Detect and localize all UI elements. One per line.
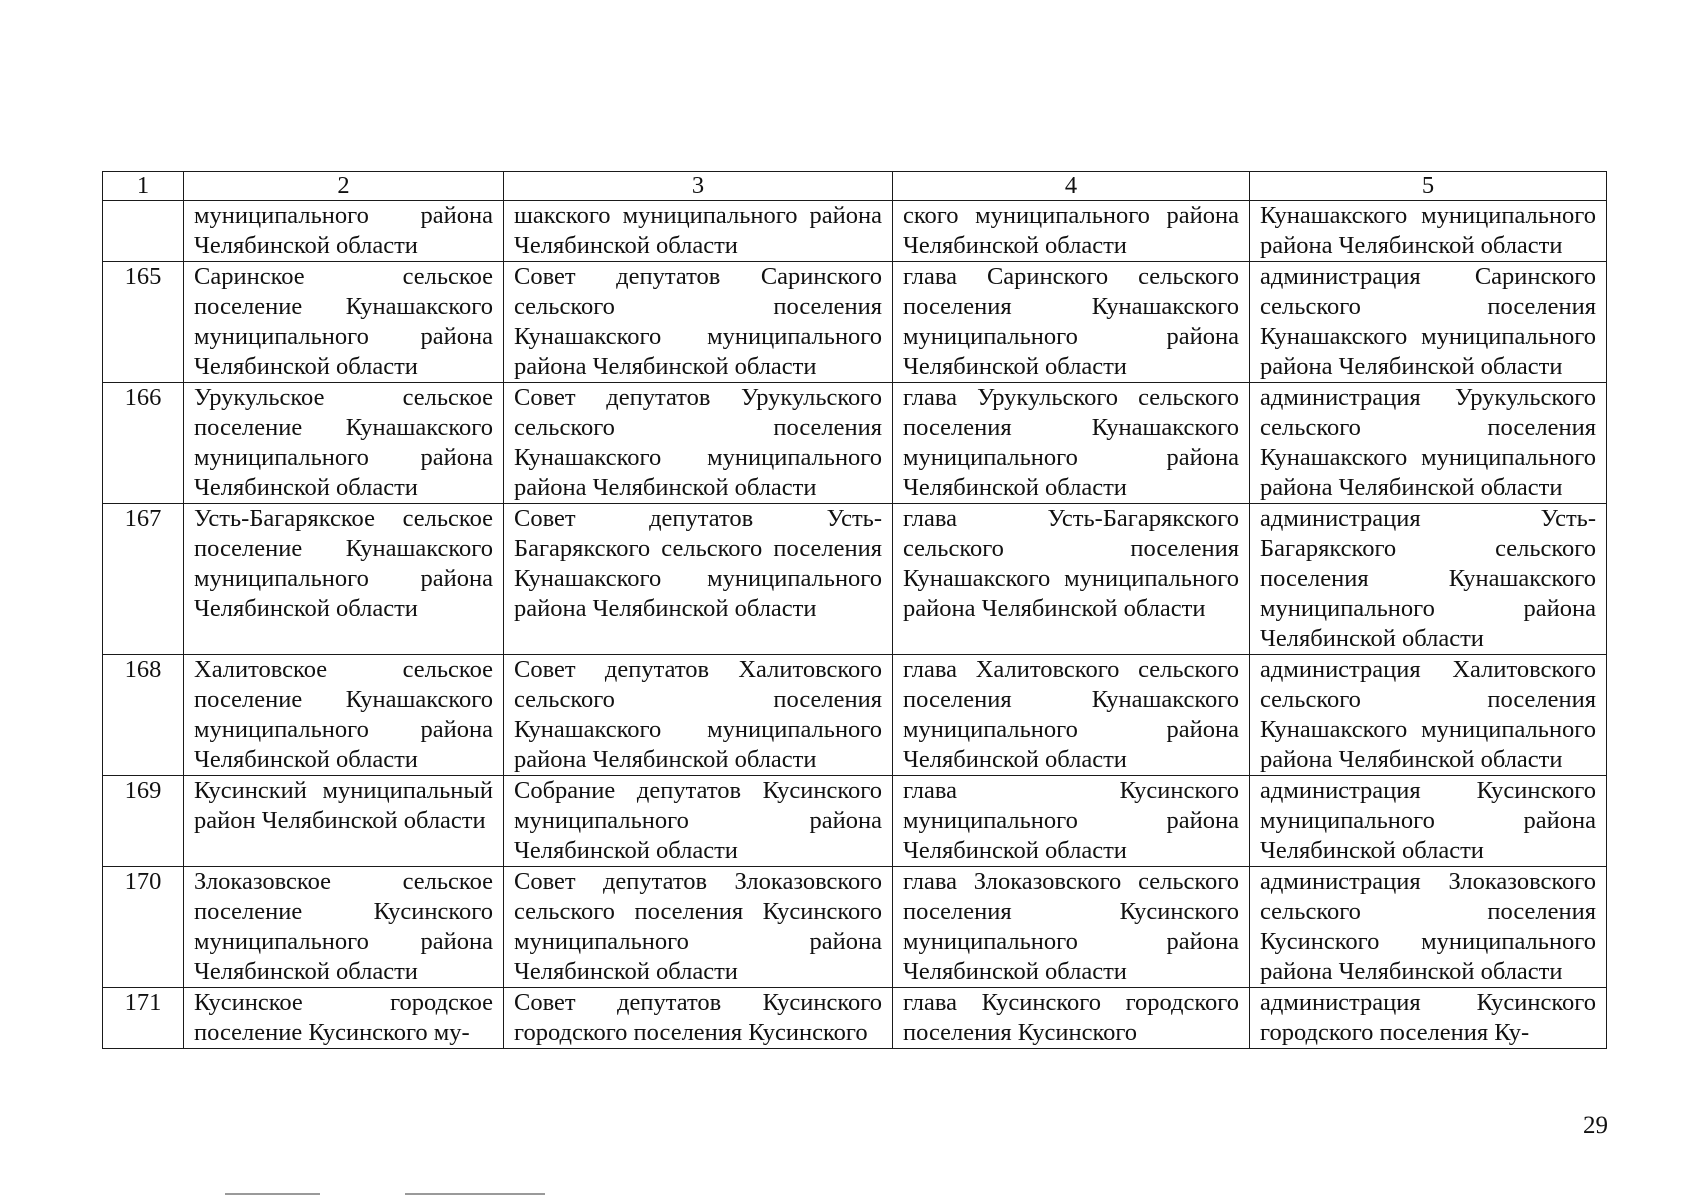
municipality-cell: Саринское сельское поселение Кунашакского муниципального района Челябинской области	[184, 262, 504, 383]
representative-body-cell: Собрание депутатов Кусинского муниципального района Челябинской области	[504, 776, 893, 867]
head-cell: глава Кусинского городского поселения Кусинского	[893, 988, 1250, 1049]
administration-cell: администрация Саринского сельского поселения Кунашакского муниципального района Челябинской области	[1250, 262, 1607, 383]
table-row	[103, 776, 1607, 867]
administration-cell: администрация Усть-Багарякского сельского поселения Кунашакского муниципального района Челябинской области	[1250, 504, 1607, 655]
table-row	[103, 383, 1607, 504]
municipality-cell: Злоказовское сельское поселение Кусинского муниципального района Челябинской области	[184, 867, 504, 988]
municipality-cell: Урукульское сельское поселение Кунашакского муниципального района Челябинской области	[184, 383, 504, 504]
administration-cell: администрация Халитовского сельского поселения Кунашакского муниципального района Челябинской области	[1250, 655, 1607, 776]
table-row	[103, 262, 1607, 383]
representative-body-cell: Совет депутатов Урукульского сельского поселения Кунашакского муниципального района Челябинской области	[504, 383, 893, 504]
scan-artifact-line	[225, 1193, 320, 1195]
column-header-5: 5	[1250, 172, 1607, 201]
row-number: 167	[103, 504, 184, 655]
page-number: 29	[1583, 1112, 1608, 1139]
column-header-1: 1	[103, 172, 184, 201]
municipality-cell: Халитовское сельское поселение Кунашакского муниципального района Челябинской области	[184, 655, 504, 776]
administration-cell: администрация Кусинского муниципального района Челябинской области	[1250, 776, 1607, 867]
representative-body-cell: шакского муниципального района Челябинской области	[504, 201, 893, 262]
table-row	[103, 988, 1607, 1049]
table-row	[103, 201, 1607, 262]
column-header-4: 4	[893, 172, 1250, 201]
column-header-2: 2	[184, 172, 504, 201]
row-number: 169	[103, 776, 184, 867]
administration-cell: администрация Урукульского сельского поселения Кунашакского муниципального района Челябинской области	[1250, 383, 1607, 504]
representative-body-cell: Совет депутатов Халитовского сельского поселения Кунашакского муниципального района Челябинской области	[504, 655, 893, 776]
scan-artifact-line	[405, 1193, 545, 1195]
administration-cell: администрация Злоказовского сельского поселения Кусинского муниципального района Челябинской области	[1250, 867, 1607, 988]
header-row	[103, 172, 1607, 201]
table-row	[103, 867, 1607, 988]
head-cell: глава Урукульского сельского поселения Кунашакского муниципального района Челябинской области	[893, 383, 1250, 504]
head-cell: глава Кусинского муниципального района Челябинской области	[893, 776, 1250, 867]
representative-body-cell: Совет депутатов Кусинского городского поселения Кусинского	[504, 988, 893, 1049]
head-cell: глава Халитовского сельского поселения Кунашакского муниципального района Челябинской области	[893, 655, 1250, 776]
row-number: 168	[103, 655, 184, 776]
representative-body-cell: Совет депутатов Злоказовского сельского поселения Кусинского муниципального района Челябинской области	[504, 867, 893, 988]
row-number: 171	[103, 988, 184, 1049]
administration-cell: администрация Кусинского городского поселения Ку-	[1250, 988, 1607, 1049]
table-row	[103, 655, 1607, 776]
row-number: 165	[103, 262, 184, 383]
column-header-3: 3	[504, 172, 893, 201]
municipality-cell: Кусинское городское поселение Кусинского му-	[184, 988, 504, 1049]
row-number: 170	[103, 867, 184, 988]
head-cell: ского муниципального района Челябинской области	[893, 201, 1250, 262]
head-cell: глава Усть-Багарякского сельского поселения Кунашакского муниципального района Челябинской области	[893, 504, 1250, 655]
municipality-cell: Усть-Багарякское сельское поселение Кунашакского муниципального района Челябинской области	[184, 504, 504, 655]
row-number: 166	[103, 383, 184, 504]
head-cell: глава Злоказовского сельского поселения Кусинского муниципального района Челябинской области	[893, 867, 1250, 988]
representative-body-cell: Совет депутатов Саринского сельского поселения Кунашакского муниципального района Челябинской области	[504, 262, 893, 383]
organizations-table	[102, 171, 1607, 1049]
municipality-cell: Кусинский муниципальный район Челябинской области	[184, 776, 504, 867]
table-row	[103, 504, 1607, 655]
municipality-cell: муниципального района Челябинской области	[184, 201, 504, 262]
administration-cell: Кунашакского муниципального района Челябинской области	[1250, 201, 1607, 262]
row-number	[103, 201, 184, 262]
head-cell: глава Саринского сельского поселения Кунашакского муниципального района Челябинской области	[893, 262, 1250, 383]
representative-body-cell: Совет депутатов Усть-Багарякского сельского поселения Кунашакского муниципального района Челябинской области	[504, 504, 893, 655]
